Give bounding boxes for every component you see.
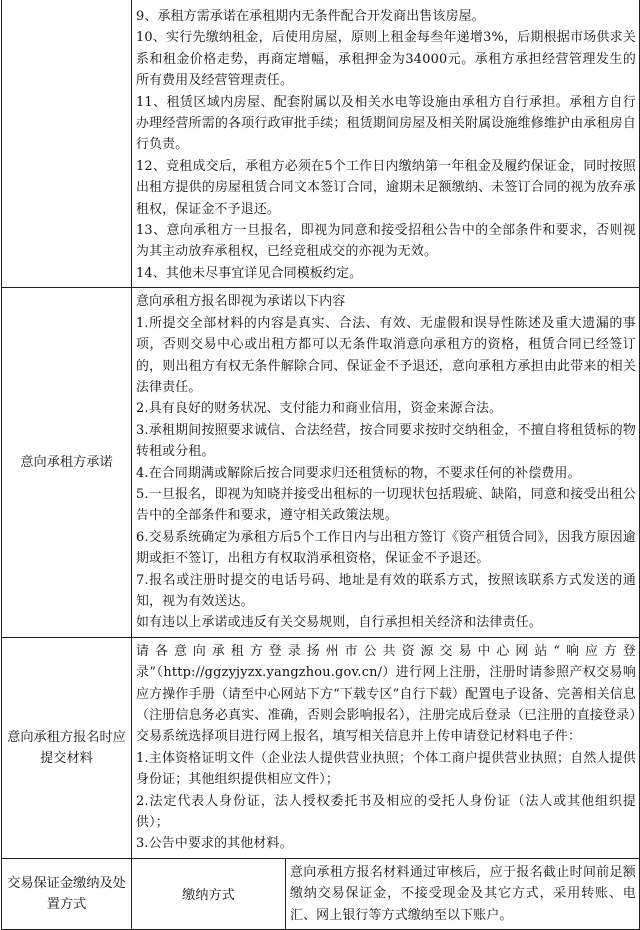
commitments-cell — [132, 288, 640, 638]
row-label-commitments: 意向承租方承诺 — [2, 288, 132, 638]
deposit-method-label: 缴纳方式 — [132, 858, 286, 929]
row-label-deposit: 交易保证金缴纳及处置方式 — [2, 858, 132, 929]
row-label-empty — [2, 0, 132, 288]
materials-intro: 请各意向承租方登录扬州市公共资源交易中心网站“响应方登录”（http://ggzyjyzx.yangzhou.gov.cn/）进行网上注册，注册时请参照产权交易响应方操作手册（请至中心网站下方“下载专区”自行下载）配置电子设备、完善相关信息（注册信息务必真实、准确，否则会影响报名），注册完成后登录（已注册的直接登录）交易系统选择项目进行网上报名，填写相关信息并上传申请登记材料电子件： — [136, 643, 636, 745]
materials-cell — [132, 637, 640, 858]
commitment-3: 3.承租期间按照要求诚信、合法经营，按合同要求按时交纳租金，不擅自将租赁标的物转租或分租。 — [136, 422, 636, 460]
term-13: 13、意向承租方一旦报名，即视为同意和接受招租公告中的全部条件和要求，否则视为其主动放弃承租权，已经竞租成交的亦视为无效。 — [136, 223, 636, 260]
commitment-2: 2.具有良好的财务状况、支付能力和商业信用，资金来源合法。 — [136, 401, 503, 417]
lease-terms-table — [1, 0, 640, 930]
commitment-5: 5.一旦报名，即视为知晓并接受出租标的一切现状包括瑕疵、缺陷，同意和接受出租公告中的全部条件和要求，遵守相关政策法规。 — [136, 486, 636, 524]
commitment-6: 6.交易系统确定为承租方后5个工作日内与出租方签订《资产租赁合同》，因我方原因逾期或拒不签订，出租方有权取消承租资格，保证金不予退还。 — [136, 529, 636, 567]
row-label-materials: 意向承租方报名时应提交材料 — [2, 637, 132, 858]
material-3: 3.公告中要求的其他材料。 — [136, 836, 293, 852]
commitment-intro: 意向承租方报名即视为承诺以下内容 — [136, 294, 346, 310]
commitment-7: 7.报名或注册时提交的电话号码、地址是有效的联系方式，按照该联系方式发送的通知，视为有效送达。 — [136, 572, 636, 609]
material-2: 2.法定代表人身份证，法人授权委托书及相应的受托人身份证（法人或其他组织提供）； — [136, 793, 636, 831]
term-9: 9、承租方需承诺在承租期内无条件配合开发商出售该房屋。 — [136, 9, 485, 24]
term-10: 10、实行先缴纳租金，后使用房屋，原则上租金每叁年递增3%，后期根据市场供求关系和租金价格走势，再商定增幅，承租押金为34000元。承租方承担经营管理发生的所有费用及经营管理责任。 — [136, 30, 636, 89]
commitment-4: 4.在合同期满或解除后按合同要求归还租赁标的物，不要求任何的补偿费用。 — [136, 465, 581, 481]
deposit-method-text: 意向承租方报名材料通过审核后，应于报名截止时间前足额缴纳交易保证金，不接受现金及其它方式，采用转账、电汇、网上银行等方式缴纳至以下账户。 — [290, 864, 636, 923]
term-12: 12、竞租成交后，承租方必须在5个工作日内缴纳第一年租金及履约保证金，同时按照出租方提供的房屋租赁合同文本签订合同，逾期未足额缴纳、未签订合同的视为放弃承租权，保证金不予退还。 — [136, 158, 636, 217]
table-row-terms-continued — [2, 0, 640, 288]
table-row-deposit — [2, 858, 640, 929]
deposit-method-cell — [286, 858, 640, 929]
material-1: 1.主体资格证明文件（企业法人提供营业执照；个体工商户提供营业执照；自然人提供身份证；其他组织提供相应文件）； — [136, 750, 636, 788]
term-11: 11、租赁区域内房屋、配套附属以及相关水电等设施由承租方自行承担。承租方自行办理经营所需的各项行政审批手续；租赁期间房屋及相关附属设施维修维护由承租房自行负责。 — [136, 94, 636, 153]
term-14: 14、其他未尽事宜详见合同模板约定。 — [136, 265, 363, 281]
table-row-materials — [2, 637, 640, 858]
commitment-closing: 如有违以上承诺或违反有关交易规则，自行承担相关经济和法律责任。 — [136, 615, 542, 631]
terms-cell — [132, 0, 640, 288]
commitment-1: 1.所提交全部材料的内容是真实、合法、有效、无虚假和误导性陈述及重大遗漏的事项，否则交易中心或出租方都可以无条件取消意向承租方的资格，租赁合同已经签订的，则出租方有权无条件解除合同、保证金不予退还，意向承租方承担由此带来的相关法律责任。 — [136, 315, 636, 395]
table-row-commitments — [2, 288, 640, 638]
